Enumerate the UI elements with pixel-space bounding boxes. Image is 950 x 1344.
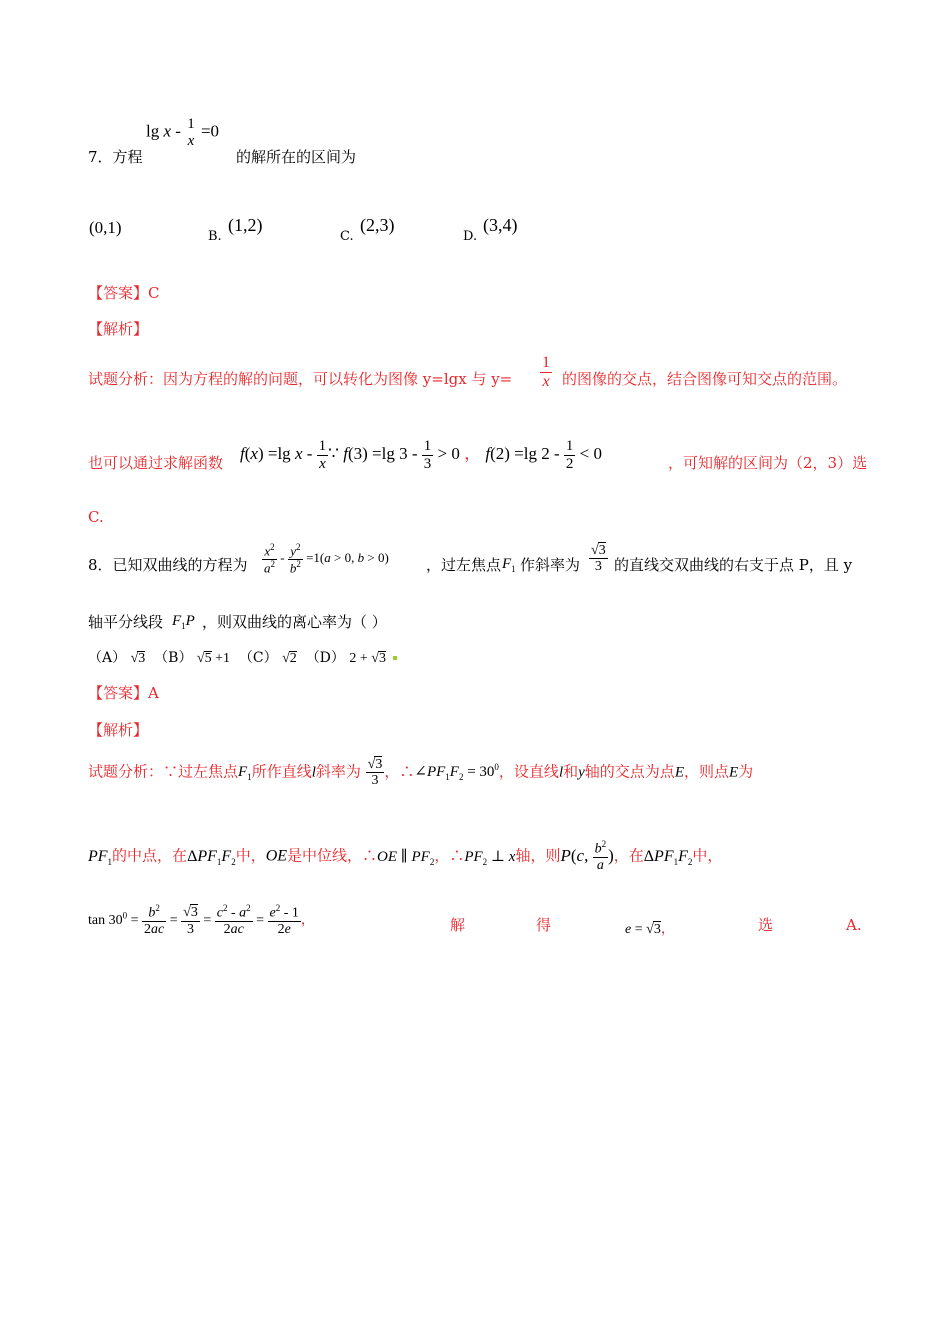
q8-f1: $F_1$ xyxy=(502,556,516,574)
q8-option-b: √5 +1 xyxy=(196,651,231,666)
q8-option-d-label: （D） xyxy=(305,650,345,666)
q8-jie: 解 xyxy=(450,916,466,934)
q7-analysis-line3: C. xyxy=(88,508,104,526)
q8-option-c: √2 xyxy=(282,651,297,666)
q8-option-d: 2 + √3 xyxy=(349,651,386,666)
marker-icon xyxy=(393,656,397,660)
q8-options xyxy=(88,651,397,666)
q7-analysis-title: 【解析】 xyxy=(88,320,149,338)
q8-line2b: ，则双曲线的离心率为（ ） xyxy=(202,613,387,631)
q7-option-b-label: B. xyxy=(208,229,222,244)
q7-analysis-line2a: 也可以通过求解函数 xyxy=(88,454,224,472)
q8-mid1: ，过左焦点 xyxy=(426,556,502,574)
q7-analysis-line1b: 的图像的交点，结合图像可知交点的范围。 xyxy=(562,370,848,388)
q7-option-b: (1,2) xyxy=(228,215,263,235)
q8-tan-formula: $\tan 30^0$ = $\frac{b^2}{2ac}$ = $\frac{√3}{3}$ = $\frac{c^2 - a^2}{2ac}$ = $\frac{e^2 - 1}{2e}$ ， xyxy=(88,903,315,938)
q8-analysis-line2: $PF_1$的中点，在$\Delta PF_1F_2$中，OE是中位线，∴OE ∥ $PF_2$，$\therefore PF_2$ ⊥ x轴，则P(c, $\frac{b^2}{a}$ )，在$\Delta PF_1F_2$中， xyxy=(88,839,723,874)
q7-analysis-line2b: ，可知解的区间为（2，3）选 xyxy=(668,454,868,472)
q7-option-c-label: C. xyxy=(340,229,354,244)
q7-option-c: (2,3) xyxy=(360,215,395,235)
q7-option-a: (0,1) xyxy=(89,218,122,237)
q8-de: 得 xyxy=(536,916,552,934)
q7-number: 7．方程 xyxy=(88,148,143,166)
q7-answer: 【答案】C xyxy=(88,284,160,302)
q8-option-b-label: （B） xyxy=(154,650,193,666)
q8-xuan: 选 xyxy=(758,916,774,934)
q8-f1p: $F_1P$ xyxy=(172,613,195,631)
q8-hyperbola-eq: $\frac{x^2}{a^2}$ - $\frac{y^2}{b^2}$ =1(a > 0, b > 0) xyxy=(264,542,389,575)
q7-formula-f: f(x) =lg x - $\frac{1}{x}$ ∵ f(3) =lg 3 - $\frac{1}{3}$ > 0 ， f(2) =lg 2 - $\frac{1}{2}$ < 0 xyxy=(240,438,602,472)
q8-option-c-label: （C） xyxy=(238,650,278,666)
q8-e-value: e = √3， xyxy=(625,922,675,937)
q8-analysis-line1: 试题分析：∵过左焦点$F_1$所作直线l斜率为 $\frac{√3}{3}$ ，$\therefore\angle PF_1F_2 = 30^0$，设直线l和y轴的交点为点E，则点E为 xyxy=(88,757,754,789)
q8-answer: 【答案】A xyxy=(88,684,159,702)
q7-analysis-line1a: 试题分析：因为方程的解的问题，可以转化为图像 y=lgx 与 y= xyxy=(88,370,513,388)
q7-option-d-label: D. xyxy=(463,229,478,244)
q7-equation: lg x - 1 x =0 xyxy=(146,116,220,149)
q7-option-d: (3,4) xyxy=(483,215,518,235)
q8-line2: 轴平分线段 xyxy=(88,613,164,631)
q8-option-a-label: （A） xyxy=(88,650,127,666)
q8-final-answer: A. xyxy=(846,916,862,934)
q8-analysis-title: 【解析】 xyxy=(88,721,149,739)
q8-slope-frac: $\frac{√3}{3}$ xyxy=(591,543,606,575)
q8-mid2: 作斜率为 xyxy=(520,556,581,574)
q7-frac-1x: $\frac{1}{x}$ xyxy=(542,354,550,390)
q8-number: 8．已知双曲线的方程为 xyxy=(88,556,248,574)
q8-option-a: √3 xyxy=(130,651,146,666)
q8-mid3: 的直线交双曲线的右支于点 P，且 y xyxy=(614,556,853,574)
q7-suffix: 的解所在的区间为 xyxy=(236,148,357,166)
